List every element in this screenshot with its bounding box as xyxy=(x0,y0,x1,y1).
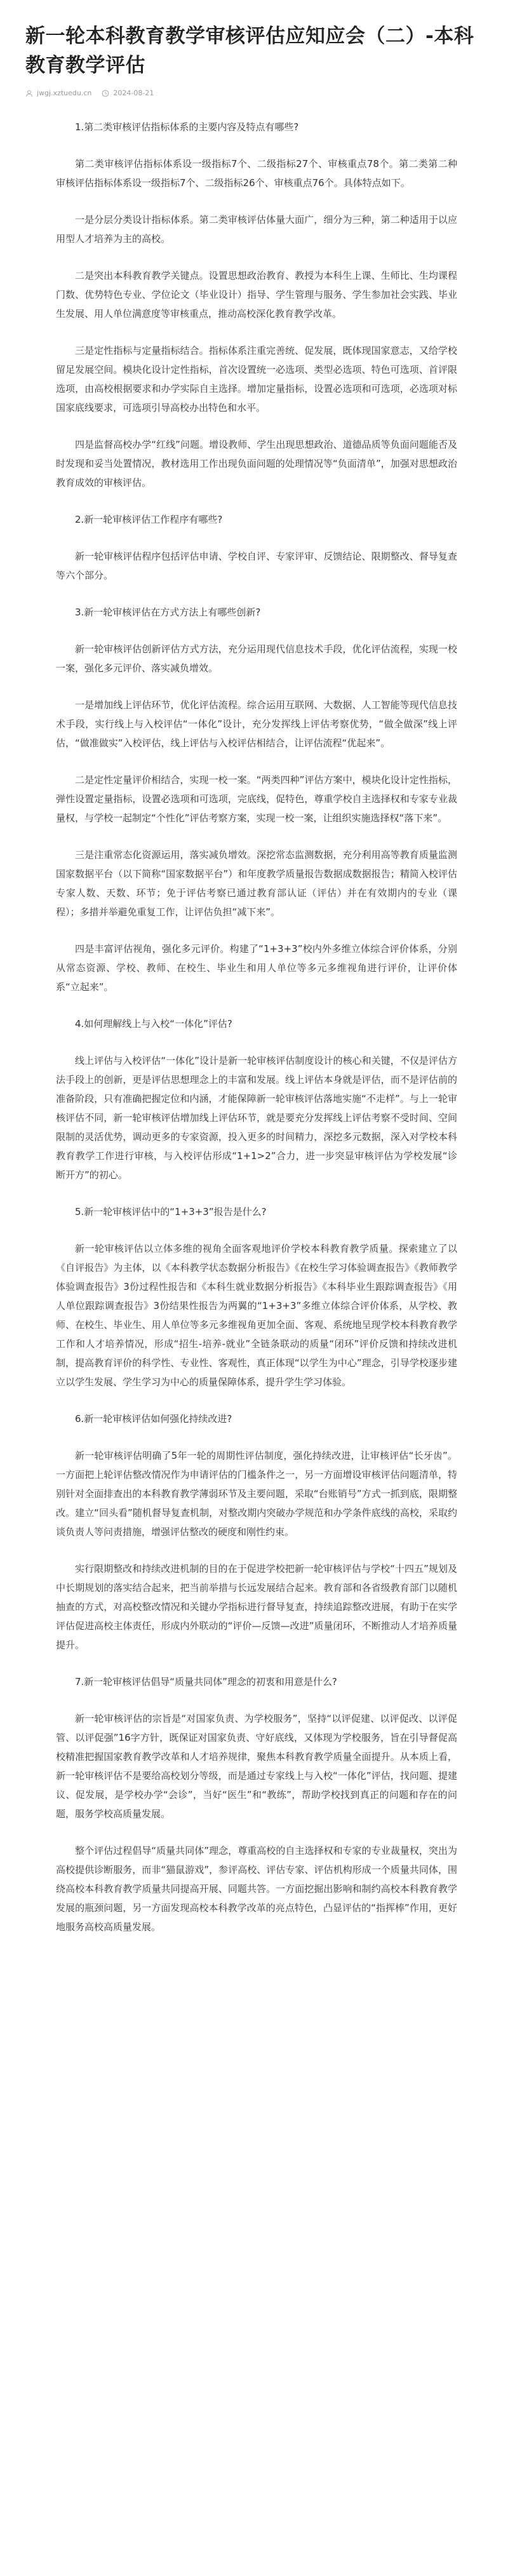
body-paragraph: 新一轮审核评估创新评估方式方法，充分运用现代信息技术手段，优化评估流程，实现一校一案，强化多元评价、落实减负增效。 xyxy=(56,643,457,674)
body-paragraph: 四是监督高校办学“红线”问题。增设教师、学生出现思想政治、道德品质等负面问题能否及时发现和妥当处置情况，教材选用工作出现负面问题的处理情况等“负面清单”，加强对思想政治教育成效的审核评估。 xyxy=(56,439,457,488)
body-paragraph: 线上评估与入校评估“一体化”设计是新一轮审核评估制度设计的核心和关键，不仅是评估方法手段上的创新，更是评估思想理念上的丰富和发展。线上评估本身就是评估，而不是评估前的准备阶段，只有准确把握定位和内涵，才能保障新一轮审核评估落地实施“不走样”。与上一轮审核评估不同，新一轮审核评估增加线上评估环节，就是要充分发挥线上评估考察不受时间、空间限制的灵活优势，调动更多的专家资源，投入更多的时间精力，深挖多元数据，深入对学校本科教育教学工作进行审核，与入校评估形成“1+1>2”合力，进一步突显审核评估为学校发展“诊断开方”的初心。 xyxy=(56,1055,457,1181)
body-paragraph: 一是分层分类设计指标体系。第二类审核评估体量大面广，细分为三种，第二种适用于以应用型人才培养为主的高校。 xyxy=(56,214,457,245)
meta-date xyxy=(102,89,154,97)
body-paragraph: 实行限期整改和持续改进机制的目的在于促进学校把新一轮审核评估与学校“十四五”规划及中长期规划的落实结合起来，把当前举措与长远发展结合起来。教育部和各省级教育部门以随机抽查的方式，对高校整改情况和关键办学指标进行督导复查，持续追踪整改进展，有助于在实学评估促进高校主体责任，形成内外联动的“评价—反馈—改进”质量闭环，不断推动人才培养质量提升。 xyxy=(56,1563,457,1651)
body-paragraph: 四是丰富评估视角，强化多元评价。构建了“1+3+3”校内外多维立体综合评价体系，分别从常态资源、学校、教师、在校生、毕业生和用人单位等多元多维视角进行评价，让评价体系“立起来”。 xyxy=(56,943,457,993)
clock-icon xyxy=(102,90,109,97)
question-heading: 1.第二类审核评估指标体系的主要内容及特点有哪些? xyxy=(75,121,299,133)
article-body xyxy=(25,117,483,1936)
body-paragraph: 一是增加线上评估环节，优化评估流程。综合运用互联网、大数据、人工智能等现代信息技术手段，实行线上与入校评估“一体化”设计，充分发挥线上评估考察优势，“做全做深”线上评估，“做准做实”入校评估，线上评估与入校评估相结合，让评估流程“优起来”。 xyxy=(56,699,457,749)
article-title: 新一轮本科教育教学审核评估应知应会（二）-本科教育教学评估 xyxy=(25,25,474,77)
user-icon xyxy=(25,90,33,97)
question-heading: 7.新一轮审核评估倡导“质量共同体”理念的初衷和用意是什么? xyxy=(75,1676,337,1687)
question-heading: 2.新一轮审核评估工作程序有哪些? xyxy=(75,514,223,525)
question-heading: 5.新一轮审核评估中的“1+3+3”报告是什么? xyxy=(75,1206,267,1218)
body-paragraph: 二是定性定量评价相结合，实现一校一案。“两类四种”评估方案中，模块化设计定性指标，弹性设置定量指标，设置必选项和可选项，完底线，促特色，尊重学校自主选择权和专家专业裁量权，与学校一起制定“个性化”评估考察方案，实现一校一案，让组织实施选择权“落下来”。 xyxy=(56,774,457,824)
meta-date-text: 2024-08-21 xyxy=(113,89,154,97)
body-paragraph: 二是突出本科教育教学关键点。设置思想政治教育、教授为本科生上课、生师比、生均课程门数、优势特色专业、学位论文（毕业设计）指导、学生管理与服务、学生参加社会实践、毕业生发展、用人单位满意度等审核重点，推动高校深化教育教学改革。 xyxy=(56,270,457,319)
body-paragraph: 三是定性指标与定量指标结合。指标体系注重完善统、促发展，既体现国家意志，又给学校留足发展空间。模块化设计定性指标，首次设置统一必选项、类型必选项、特色可选项、首评限选项，由高校根据要求和办学实际自主选择。增加定量指标，设置必选项和可选项，必选项对标国家底线要求，可选项引导高校办出特色和水平。 xyxy=(56,345,457,413)
meta-source-text: jwgj.xztuedu.cn xyxy=(37,89,92,97)
question-heading: 3.新一轮审核评估在方式方法上有哪些创新? xyxy=(75,607,261,618)
body-paragraph: 新一轮审核评估的宗旨是“对国家负责、为学校服务”，坚持“以评促建、以评促改、以评促管、以评促强”16字方针，既保证对国家负责、守好底线，又体现为学校服务，旨在引导督促高校精准把握国家教育教学改革和人才培养规律，聚焦本科教育教学质量全面提升。从本质上看，新一轮审核评估不是要给高校划分等级，而是通过专家线上与入校“一体化”评估，找问题、提建议、促发展，是学校办学“会诊”，当好“医生”和“教练”，帮助学校找到真正的问题和存在的问题，服务学校高质量发展。 xyxy=(56,1713,457,1820)
question-heading: 4.如何理解线上与入校“一体化”评估? xyxy=(75,1018,232,1030)
body-paragraph: 整个评估过程倡导“质量共同体”理念，尊重高校的自主选择权和专家的专业裁量权，突出为高校提供诊断服务，而非“猫鼠游戏”，参评高校、评估专家、评估机构形成一个质量共同体，围绕高校本科教育教学质量共同提高开展、同题共答。一方面挖掘出影响和制约高校本科教育教学发展的瓶颈问题，另一方面发现高校本科教学改革的亮点特色，凸显评估的“指挥棒”作用，更好地服务高校高质量发展。 xyxy=(56,1845,457,1933)
question-heading: 6.新一轮审核评估如何强化持续改进? xyxy=(75,1413,232,1425)
body-paragraph: 第二类审核评估指标体系设一级指标7个、二级指标27个、审核重点78个。第二类第二种审核评估指标体系设一级指标7个、二级指标26个、审核重点76个。具体特点如下。 xyxy=(56,158,457,189)
body-paragraph: 新一轮审核评估以立体多维的视角全面客观地评价学校本科教育教学质量。探索建立了以《自评报告》为主体，以《本科教学状态数据分析报告》《在校生学习体验调查报告》《教师教学体验调查报告》3份过程性报告和《本科生就业数据分析报告》《本科毕业生跟踪调查报告》《用人单位跟踪调查报告》3份结果性报告为两翼的“1+3+3”多维立体综合评价体系，从学校、教师、在校生、毕业生、用人单位等多元多维视角更加全面、客观、系统地呈现学校本科教育教学工作和人才培养情况，形成“招生-培养-就业”全链条联动的质量“闭环”评价反馈和持续改进机制，提高教育评价的科学性、专业性、客观性，真正体现“以学生为中心”理念，引导学校逐步建立以学生发展、学生学习为中心的质量保障体系，提升学生学习体验。 xyxy=(56,1243,457,1388)
body-paragraph: 三是注重常态化资源运用，落实减负增效。深挖常态监测数据，充分利用高等教育质量监测国家数据平台（以下简称“国家数据平台”）和年度教学质量报告数据成数据报告；精简入校评估专家人数、天数、环节；免于评估考察已通过教育部认证（评估）并在有效期内的专业（课程）；多措并举避免重复工作，让评估负担“减下来”。 xyxy=(56,849,457,918)
body-paragraph: 新一轮审核评估程序包括评估申请、学校自评、专家评审、反馈结论、限期整改、督导复查等六个部分。 xyxy=(56,551,457,581)
article-meta xyxy=(25,89,483,97)
body-paragraph: 新一轮审核评估明确了5年一轮的周期性评估制度，强化持续改进，让审核评估“长牙齿”。一方面把上轮评估整改情况作为申请评估的门槛条件之一，另一方面增设审核评估问题清单，特别针对全面排查出的本科教育教学薄弱环节及主要问题，采取“台账销号”方式一抓到底，限期整改。建立“回头看”随机督导复查机制，对整改期内突破办学规范和办学条件底线的高校，采取约谈负责人等问责措施，增强评估整改的硬度和刚性约束。 xyxy=(56,1450,457,1538)
meta-source xyxy=(25,89,91,97)
